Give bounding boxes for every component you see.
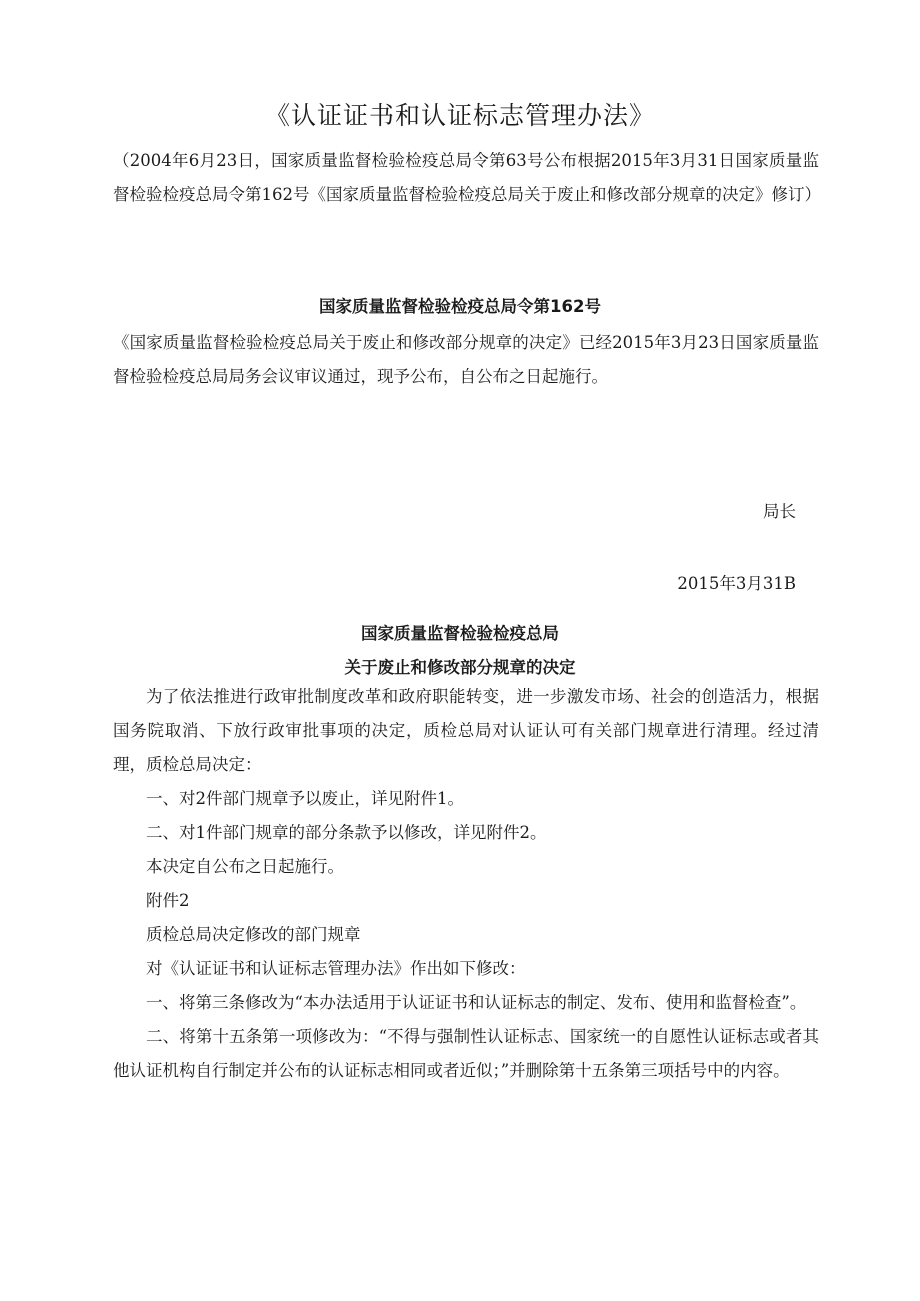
signature-date: 2015年3月31B: [677, 574, 796, 593]
paragraph-effective: 本决定自公布之日起施行。: [146, 857, 344, 876]
paragraph-amend-2: 二、将第十五条第一项修改为：“不得与强制性认证标志、国家统一的自愿性认证标志或者其他认证机构自行制定并公布的认证标志相同或者近似；”并删除第十五条第三项括号中的内容。: [113, 1027, 819, 1080]
paragraph-amend-1: 一、将第三条修改为“本办法适用于认证证书和认证标志的制定、发布、使用和监督检查”。: [146, 993, 807, 1012]
decision-title-line1: 国家质量监督检验检疫总局: [361, 624, 559, 643]
document-title: 《认证证书和认证标志管理办法》: [264, 101, 655, 130]
paragraph-attachment-label: 附件2: [146, 891, 190, 910]
order-title: 国家质量监督检验检疫总局令第162号: [319, 297, 601, 316]
order-body: 《国家质量监督检验检疫总局关于废止和修改部分规章的决定》已经2015年3月23日国家质量监督检验检疫总局局务会议审议通过，现予公布，自公布之日起施行。: [113, 333, 819, 386]
paragraph-attachment-title: 质检总局决定修改的部门规章: [146, 925, 361, 944]
signature-title: 局长: [763, 502, 796, 521]
decision-body: [113, 680, 819, 1088]
paragraph-preamble: 为了依法推进行政审批制度改革和政府职能转变，进一步激发市场、社会的创造活力，根据国务院取消、下放行政审批事项的决定，质检总局对认证认可有关部门规章进行清理。经过清理，质检总局决定：: [113, 687, 819, 774]
document-intro: （2004年6月23日，国家质量监督检验检疫总局令第63号公布根据2015年3月31日国家质量监督检验检疫总局令第162号《国家质量监督检验检疫总局关于废止和修改部分规章的决定》修订）: [113, 151, 821, 204]
paragraph-item-2: 二、对1件部门规章的部分条款予以修改，详见附件2。: [146, 823, 547, 842]
decision-title-line2: 关于废止和修改部分规章的决定: [344, 658, 576, 677]
paragraph-item-1: 一、对2件部门规章予以废止，详见附件1。: [146, 789, 464, 808]
paragraph-amend-intro: 对《认证证书和认证标志管理办法》作出如下修改：: [146, 959, 526, 978]
